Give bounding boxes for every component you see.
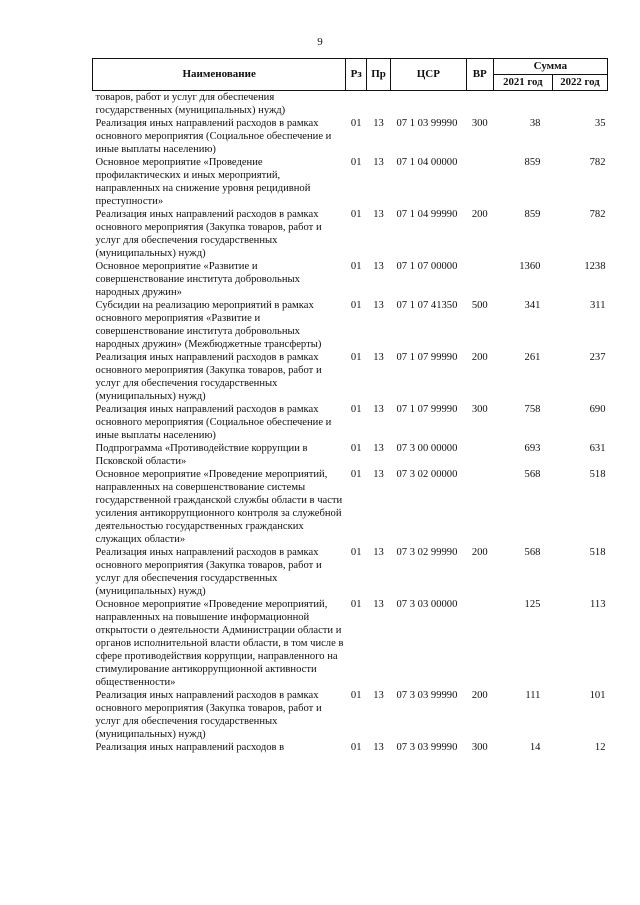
cell-s2022: 631 (589, 443, 606, 454)
cell-vr: 300 (471, 742, 488, 753)
cell-rz: 01 (350, 157, 362, 168)
cell-rz: 01 (350, 742, 362, 753)
cell-s2022: 1238 (584, 261, 606, 272)
cell-csr: 07 3 02 00000 (396, 469, 458, 480)
cell-csr: 07 3 02 99990 (396, 547, 458, 558)
cell-rz: 01 (350, 547, 362, 558)
cell-name: Основное мероприятие «Проведение мероприятий, направленных на совершенствование системы государственной гражданской службы области в части усиления антикоррупционного контроля за служебной деятельностью государственных гражданских служащих области» (95, 469, 343, 545)
cell-vr: 200 (471, 690, 488, 701)
cell-rz: 01 (350, 261, 362, 272)
cell-vr (466, 260, 493, 299)
cell-s2022: 690 (589, 404, 606, 415)
cell-name: Основное мероприятие «Проведение профилактических и иных мероприятий, направленных на снижение уровня рецидивной преступности» (95, 157, 311, 207)
cell-csr: 07 1 03 99990 (396, 118, 458, 129)
cell-pr: 13 (373, 157, 384, 168)
cell-s2021: 859 (524, 157, 541, 168)
cell-vr: 500 (471, 300, 488, 311)
cell-s2021 (493, 91, 552, 118)
table-row (93, 598, 608, 689)
cell-vr: 300 (471, 118, 488, 129)
cell-rz: 01 (350, 118, 362, 129)
cell-vr: 300 (471, 404, 488, 415)
cell-name: Подпрограмма «Противодействие коррупции в Псковской области» (95, 443, 308, 467)
cell-name: товаров, работ и услуг для обеспечения государственных (муниципальных) нужд) (95, 92, 286, 116)
cell-csr: 07 3 03 99990 (396, 742, 458, 753)
cell-rz: 01 (350, 404, 362, 415)
cell-s2021: 568 (524, 547, 541, 558)
cell-csr: 07 1 07 99990 (396, 404, 458, 415)
cell-s2022: 518 (589, 469, 606, 480)
cell-rz: 01 (350, 443, 362, 454)
cell-csr: 07 1 07 41350 (396, 300, 458, 311)
cell-s2021: 341 (524, 300, 541, 311)
table-row (93, 403, 608, 442)
cell-name: Реализация иных направлений расходов в рамках основного мероприятия (Закупка товаров, работ и услуг для обеспечения государственных (муниципальных) нужд) (95, 209, 322, 259)
table-row (93, 299, 608, 351)
cell-name: Реализация иных направлений расходов в рамках основного мероприятия (Закупка товаров, работ и услуг для обеспечения государственных (муниципальных) нужд) (95, 547, 322, 597)
cell-pr (367, 91, 391, 118)
cell-csr (390, 91, 466, 118)
table-row (93, 117, 608, 156)
cell-csr: 07 3 03 99990 (396, 690, 458, 701)
table-row (93, 260, 608, 299)
cell-csr: 07 1 07 99990 (396, 352, 458, 363)
cell-vr (466, 468, 493, 546)
table-row (93, 689, 608, 741)
cell-rz (346, 91, 367, 118)
cell-rz: 01 (350, 352, 362, 363)
cell-s2021: 111 (525, 690, 541, 701)
cell-s2021: 125 (524, 599, 541, 610)
cell-csr: 07 1 04 00000 (396, 157, 458, 168)
cell-s2022: 35 (594, 118, 606, 129)
header-year-2021: 2021 год (493, 75, 552, 91)
cell-pr: 13 (373, 690, 384, 701)
cell-s2022: 311 (590, 300, 606, 311)
cell-s2021: 261 (524, 352, 541, 363)
cell-pr: 13 (373, 404, 384, 415)
header-pr: Пр (367, 59, 391, 91)
cell-s2021: 859 (524, 209, 541, 220)
header-name: Наименование (93, 59, 346, 91)
cell-name: Основное мероприятие «Развитие и совершенствование института добровольных народных дружин» (95, 261, 300, 298)
cell-s2022 (552, 91, 607, 118)
cell-pr: 13 (373, 209, 384, 220)
cell-s2021: 38 (529, 118, 541, 129)
cell-rz: 01 (350, 300, 362, 311)
cell-vr: 200 (471, 352, 488, 363)
cell-s2021: 1360 (519, 261, 541, 272)
cell-s2022: 113 (590, 599, 606, 610)
cell-vr (466, 91, 493, 118)
cell-csr: 07 1 07 00000 (396, 261, 458, 272)
cell-pr: 13 (373, 469, 384, 480)
cell-pr: 13 (373, 599, 384, 610)
cell-pr: 13 (373, 118, 384, 129)
cell-pr: 13 (373, 742, 384, 753)
cell-s2021: 758 (524, 404, 541, 415)
budget-table (92, 58, 608, 754)
cell-vr (466, 598, 493, 689)
cell-s2022: 782 (589, 157, 606, 168)
table-row (93, 351, 608, 403)
cell-vr (466, 442, 493, 468)
cell-vr: 200 (471, 547, 488, 558)
cell-pr: 13 (373, 352, 384, 363)
cell-csr: 07 1 04 99990 (396, 209, 458, 220)
cell-s2022: 237 (589, 352, 606, 363)
cell-pr: 13 (373, 261, 384, 272)
header-year-2022: 2022 год (552, 75, 607, 91)
cell-s2022: 12 (594, 742, 606, 753)
cell-vr (466, 156, 493, 208)
header-csr: ЦСР (390, 59, 466, 91)
cell-name: Реализация иных направлений расходов в рамках основного мероприятия (Социальное обеспечение и иные выплаты населению) (95, 404, 332, 441)
cell-rz: 01 (350, 690, 362, 701)
cell-name: Реализация иных направлений расходов в рамках основного мероприятия (Закупка товаров, работ и услуг для обеспечения государственных (муниципальных) нужд) (95, 690, 322, 740)
cell-s2022: 782 (589, 209, 606, 220)
page-number: 9 (317, 36, 323, 48)
header-sum: Сумма (493, 59, 607, 75)
header-rz: Рз (346, 59, 367, 91)
table-row (93, 468, 608, 546)
cell-rz: 01 (350, 209, 362, 220)
cell-s2022: 101 (589, 690, 606, 701)
cell-s2021: 14 (529, 742, 541, 753)
table-body (93, 91, 608, 755)
cell-pr: 13 (373, 547, 384, 558)
table-row (93, 91, 608, 118)
table-row (93, 156, 608, 208)
cell-s2021: 568 (524, 469, 541, 480)
cell-csr: 07 3 03 00000 (396, 599, 458, 610)
cell-pr: 13 (373, 300, 384, 311)
cell-s2022: 518 (589, 547, 606, 558)
cell-name: Реализация иных направлений расходов в (95, 742, 285, 753)
table-row (93, 208, 608, 260)
cell-rz: 01 (350, 469, 362, 480)
cell-name: Субсидии на реализацию мероприятий в рамках основного мероприятия «Развитие и совершенствование института добровольных народных дружин» (Межбюджетные трансферты) (95, 300, 322, 350)
cell-vr: 200 (471, 209, 488, 220)
cell-rz: 01 (350, 599, 362, 610)
cell-name: Реализация иных направлений расходов в рамках основного мероприятия (Закупка товаров, работ и услуг для обеспечения государственных (муниципальных) нужд) (95, 352, 322, 402)
cell-name: Реализация иных направлений расходов в рамках основного мероприятия (Социальное обеспечение и иные выплаты населению) (95, 118, 332, 155)
cell-pr: 13 (373, 443, 384, 454)
table-row (93, 442, 608, 468)
cell-name: Основное мероприятие «Проведение мероприятий, направленных на повышение информационной открытости о деятельности Администрации области и органов исполнительной власти области, в том числе в сфере противодействия коррупции, направленного на стимулирование антикоррупционной активности общественности» (95, 599, 344, 688)
table-row (93, 546, 608, 598)
cell-s2021: 693 (524, 443, 541, 454)
cell-csr: 07 3 00 00000 (396, 443, 458, 454)
header-vr: ВР (466, 59, 493, 91)
table-row (93, 741, 608, 754)
table-header (93, 59, 608, 91)
